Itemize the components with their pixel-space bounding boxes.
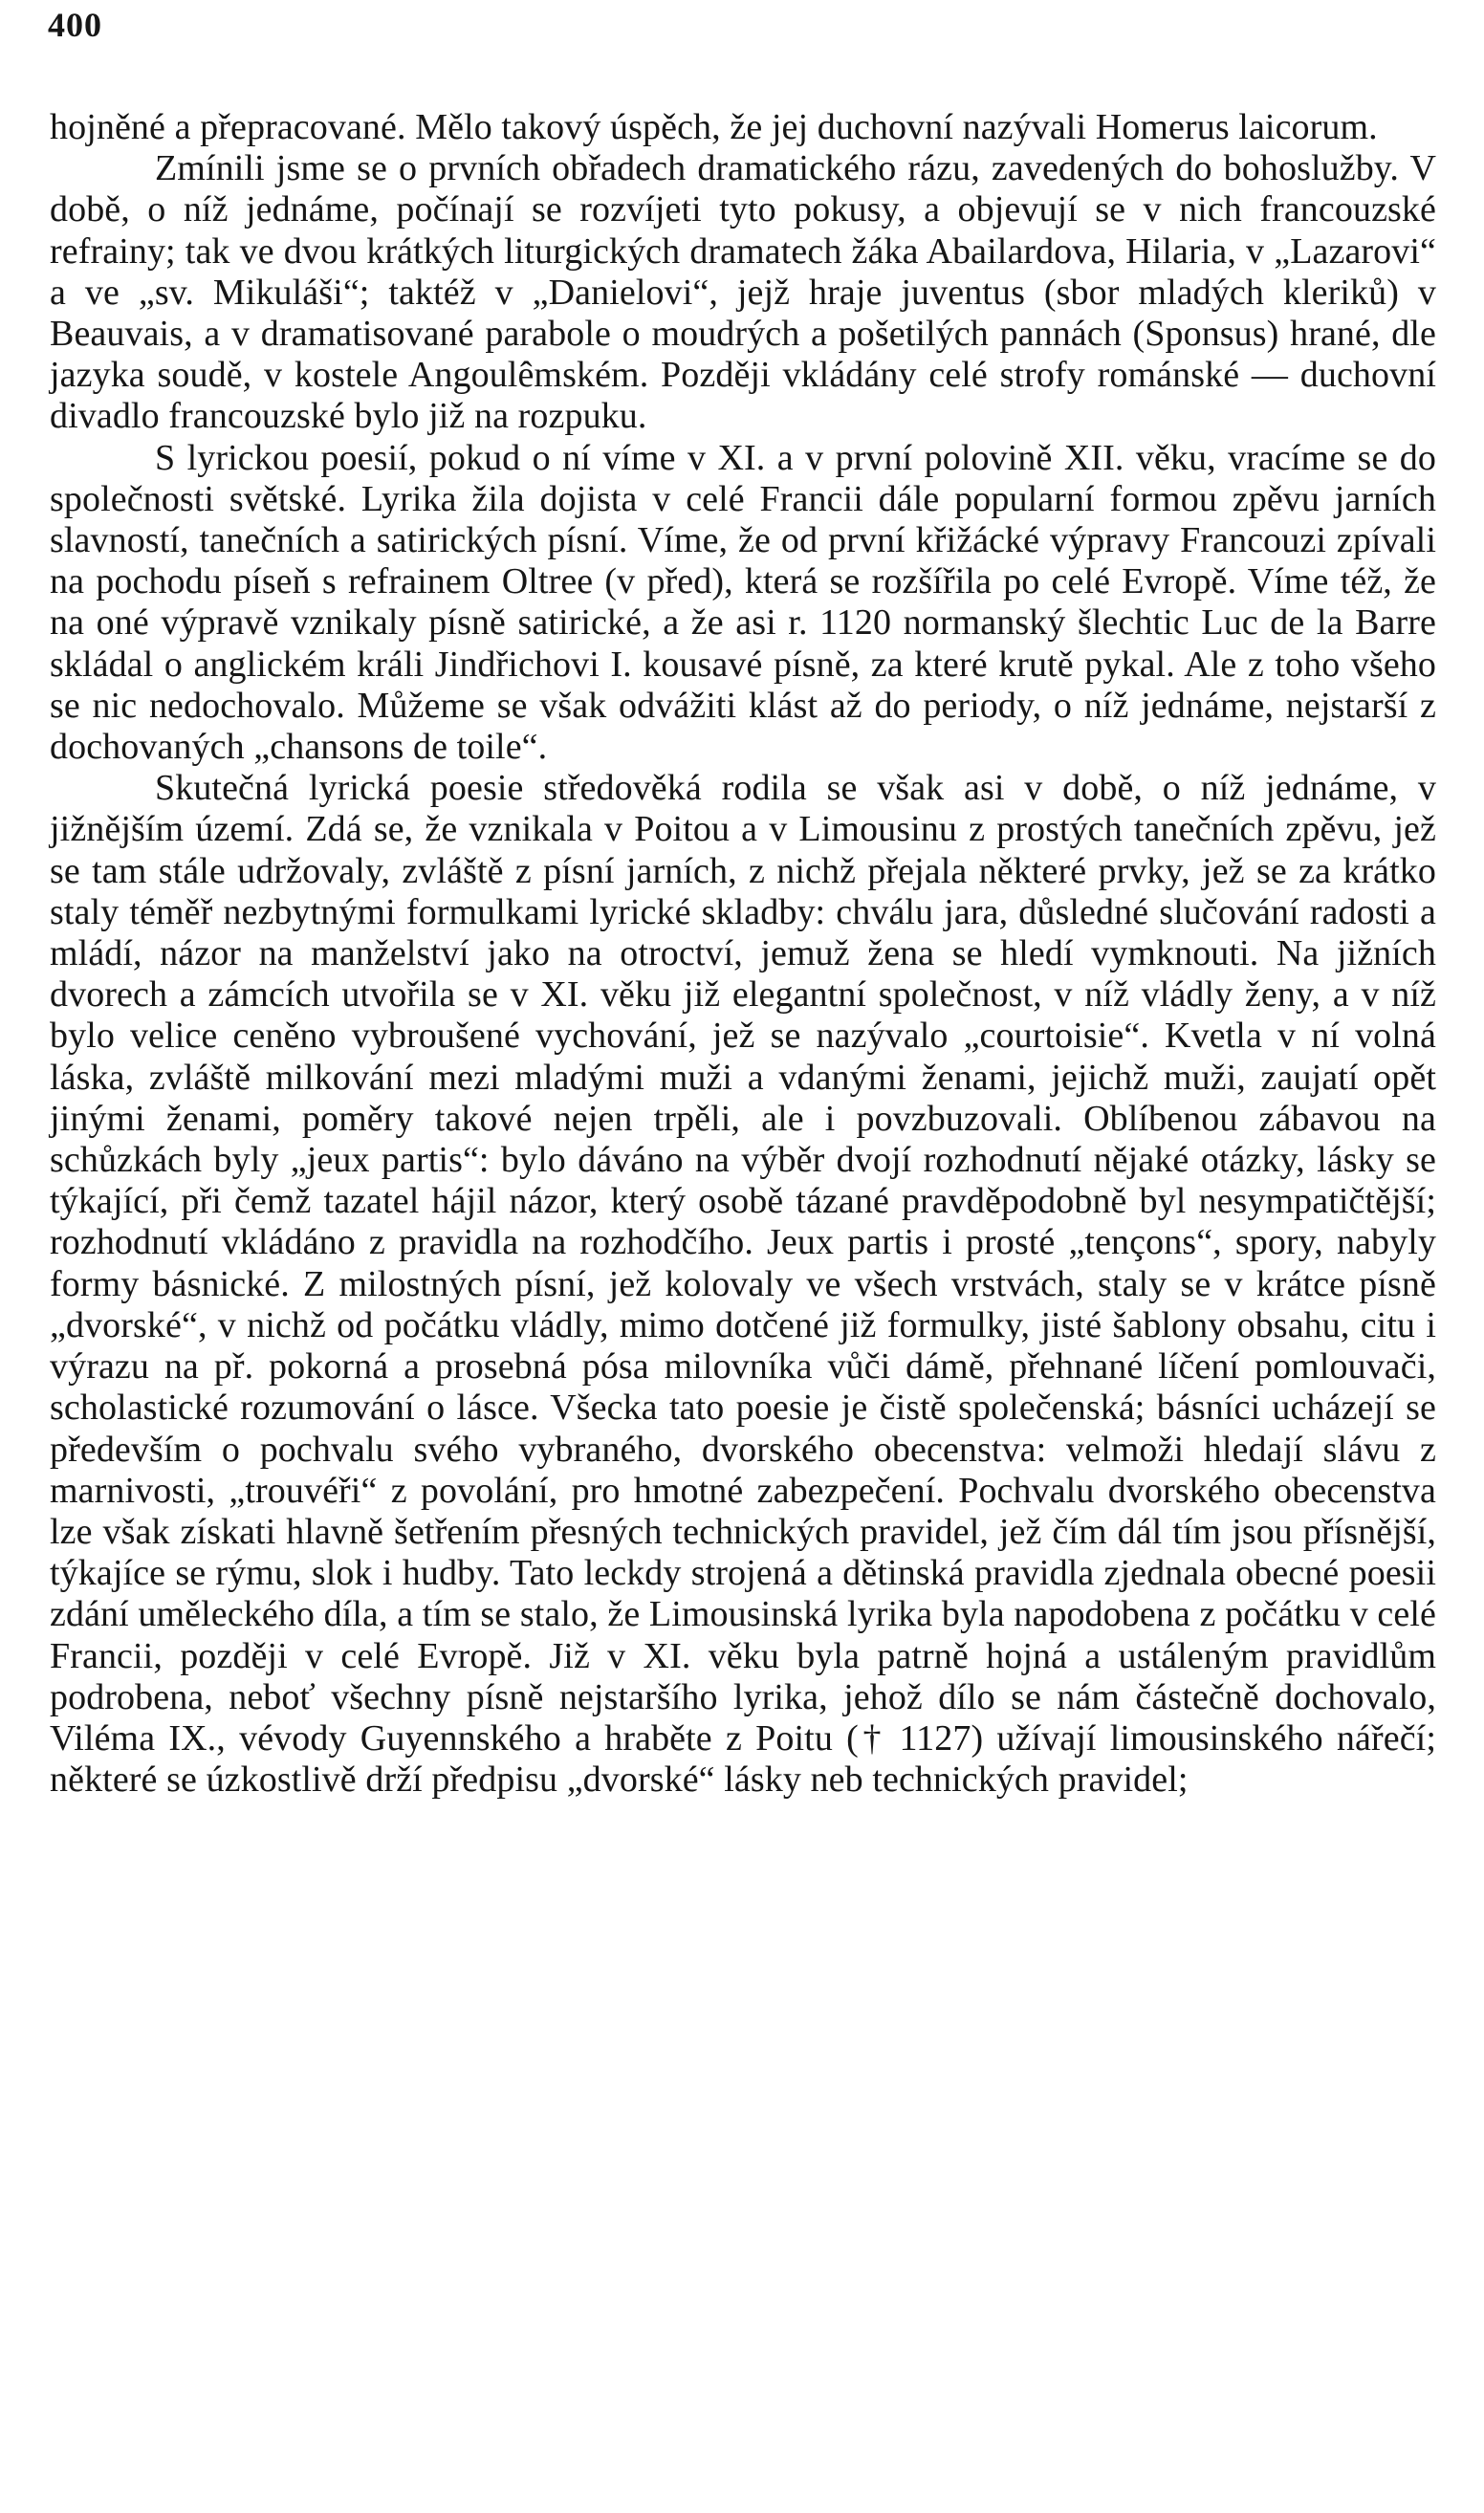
paragraph-lyric-poetry: S lyrickou poesií, pokud o ní víme v XI. a v první polovině XII. věku, vracíme se do společnosti světské. Lyrika žila dojista v celé Francii dále popularní formou zpěvu jarních slavností, tanečních a satirických písní. Víme, že od první křižácké výpravy Francouzi zpívali na pochodu píseň s refrainem Oltree (v před), která se rozšířila po celé Evropě. Víme též, že na oné výpravě vznikaly písně satirické, a že asi r. 1120 normanský šlechtic Luc de la Barre skládal o anglickém králi Jindřichovi I. kousavé písně, za které krutě pykal. Ale z toho všeho se nic nedochovalo. Můžeme se však odvážiti klást až do periody, o níž jednáme, nejstarší z dochovaných „chansons de toile“.: [50, 437, 1436, 768]
paragraph-courtly-lyric: Skutečná lyrická poesie středověká rodila se však asi v době, o níž jednáme, v jižnějším území. Zdá se, že vznikala v Poitou a v Limousinu z prostých tanečních zpěvu, jež se tam stále udržovaly, zvláště z písní jarních, z nichž přejala některé prvky, jež se za krátko staly téměř nezbytnými formulkami lyrické skladby: chválu jara, důsledné slučování radosti a mládí, názor na manželství jako na otroctví, jemuž žena se hledí vymknouti. Na jižních dvorech a zámcích utvořila se v XI. věku již elegantní společnost, v níž vládly ženy, a v níž bylo velice ceněno vybroušené vychování, jež se nazývalo „courtoisie“. Kvetla v ní volná láska, zvláště milkování mezi mladými muži a vdanými ženami, jejichž muži, zaujatí opět jinými ženami, poměry takové nejen trpěli, ale i povzbuzovali. Oblíbenou zábavou na schůzkách byly „jeux partis“: bylo dáváno na výběr dvojí rozhodnutí nějaké otázky, lásky se týkající, při čemž tazatel hájil názor, který osobě tázané pravděpodobně byl nesympatičtější; rozhodnutí vkládáno z pravidla na rozhodčího. Jeux partis i prosté „tençons“, spory, nabyly formy básnické. Z milostných písní, jež kolovaly ve všech vrstvách, staly se v krátce písně „dvorské“, v nichž od počátku vládly, mimo dotčené již formulky, jisté šablony obsahu, citu i výrazu na př. pokorná a prosebná pósa milovníka vůči dámě, přehnané líčení pomlouvači, scholastické rozumování o lásce. Všecka tato poesie je čistě společenská; básníci ucházejí se především o pochvalu svého vybraného, dvorského obecenstva: velmoži hledají slávu z marnivosti, „trouvéři“ z povolání, pro hmotné zabezpečení. Pochvalu dvorského obecenstva lze však získati hlavně šetřením přesných technických pravidel, jež čím dál tím jsou přísnější, týkajíce se rýmu, slok i hudby. Tato leckdy strojená a dětinská pravidla zjednala obecné poesii zdání uměleckého díla, a tím se stalo, že Limousinská lyrika byla napodobena z počátku v celé Francii, později v celé Evropě. Již v XI. věku byla patrně hojná a ustáleným pravidlům podrobena, neboť všechny písně nejstaršího lyrika, jehož dílo se nám částečně dochovalo, Viléma IX., vévody Guyennského a hraběte z Poitu († 1127) užívají limousinského nářečí; některé se úzkostlivě drží předpisu „dvorské“ lásky neb technických pravidel;: [50, 768, 1436, 1801]
page-number: 400: [48, 6, 102, 44]
paragraph-continuation: hojněné a přepracované. Mělo takový úspěch, že jej duchovní nazývali Homerus laicorum.: [50, 107, 1378, 147]
body-text: [50, 107, 1436, 1801]
paragraph-drama: Zmínili jsme se o prvních obřadech dramatického rázu, zavedených do bohoslužby. V době, o níž jednáme, počínají se rozvíjeti tyto pokusy, a objevují se v nich francouzské refrainy; tak ve dvou krátkých liturgických dramatech žáka Abailardova, Hilaria, v „Lazarovi“ a ve „sv. Mikuláši“; taktéž v „Danielovi“, jejž hraje juventus (sbor mladých kleriků) v Beauvais, a v dramatisované parabole o moudrých a pošetilých pannách (Sponsus) hrané, dle jazyka soudě, v kostele Angoulêmském. Později vkládány celé strofy románské — duchovní divadlo francouzské bylo již na rozpuku.: [50, 148, 1436, 437]
